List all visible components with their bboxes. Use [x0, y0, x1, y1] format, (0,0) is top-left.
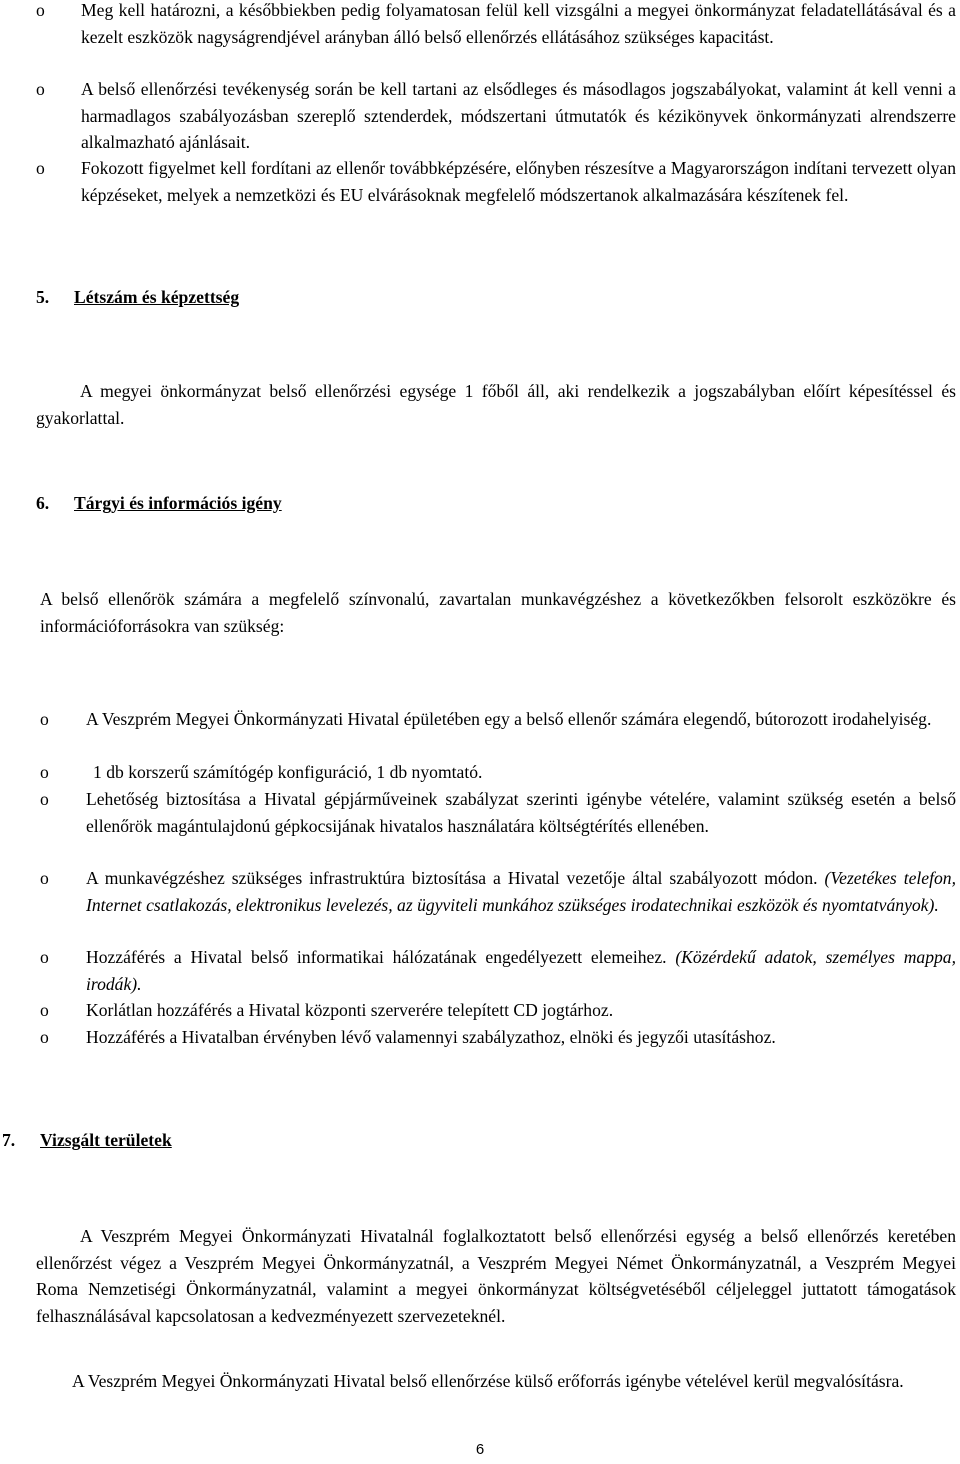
page-number: 6 — [475, 1441, 485, 1458]
bullet-marker: o — [40, 762, 49, 782]
bullet-marker: o — [36, 79, 45, 99]
section-number: 6. — [36, 493, 50, 513]
bullet-marker: o — [40, 709, 49, 729]
section-title: Tárgyi és információs igény — [74, 493, 282, 513]
list-item: o Lehetőség biztosítása a Hivatal gépjárműveinek szabályzat szerinti igénybe vételére, valamint szükség esetén a belső ellenőrök magántulajdonú gépkocsijának hivatalos használatára költségtérítés ellenében. — [6, 786, 956, 865]
bullet-marker: o — [36, 158, 45, 178]
list-item-note: (Közérdekű adatok, személyes mappa, irodák). — [86, 947, 956, 994]
list-item-note: (Vezetékes telefon, Internet csatlakozás, elektronikus levelezés, az ügyviteli munkához szükséges irodatechnikai eszközök és nyomtatványok). — [86, 868, 956, 915]
section-7-paragraph-2: A Veszprém Megyei Önkormányzati Hivatal belső ellenőrzése külső erőforrás igénybe vételével kerül megvalósításra. — [72, 1371, 904, 1391]
section-7-heading — [2, 1127, 172, 1154]
bullet-marker: o — [40, 1027, 49, 1047]
bullet-marker: o — [40, 947, 49, 967]
section-title: Vizsgált területek — [40, 1130, 172, 1150]
list-item: o Meg kell határozni, a későbbiekben pedig folyamatosan felül kell vizsgálni a megyei önkormányzat feladatellátásával és a kezelt eszközök nagyságrendjével arányban álló belső ellenőrzés ellátásához szükséges kapacitást. — [36, 0, 956, 76]
section-6-bullet-list — [6, 706, 956, 1051]
bullet-marker: o — [40, 1000, 49, 1020]
list-item: o A belső ellenőrzési tevékenység során be kell tartani az elsődleges és másodlagos jogszabályokat, valamint át kell venni a harmadlagos szabályozásban szereplő sztenderdek, módszertani útmutatók és kézikönyvek önkormányzati alrendszerre alkalmazható ajánlásait. — [36, 76, 956, 155]
section-7-paragraph-1: A Veszprém Megyei Önkormányzati Hivatalnál foglalkoztatott belső ellenőrzési egység a belső ellenőrzés keretében ellenőrzést végez a Veszprém Megyei Önkormányzatnál, a Veszprém Megyei Német Önkormányzatnál, a Veszprém Megyei Roma Nemzetiségi Önkormányzatnál, valamint a megyei önkormányzat költségvetéséből céljeleggel juttatott támogatások felhasználásával kapcsolatosan a kedvezményezett szervezeteknél. — [36, 1226, 956, 1326]
list-item: o A munkavégzéshez szükséges infrastruktúra biztosítása a Hivatal vezetője által szabályozott módon. (Vezetékes telefon, Internet csatlakozás, elektronikus levelezés, az ügyviteli munkához szükséges irodatechnikai eszközök és nyomtatványok). — [6, 865, 956, 944]
section-6-heading — [36, 490, 282, 517]
section-5-paragraph: A megyei önkormányzat belső ellenőrzési egysége 1 főből áll, aki rendelkezik a jogszabályban előírt képesítéssel és gyakorlattal. — [36, 381, 956, 428]
bullet-marker: o — [36, 0, 45, 20]
bullet-marker: o — [40, 868, 49, 888]
list-item: o 1 db korszerű számítógép konfiguráció, 1 db nyomtató. — [6, 759, 956, 786]
section-number: 5. — [36, 287, 50, 307]
section-5-heading — [36, 284, 239, 311]
section-6-paragraph: A belső ellenőrök számára a megfelelő színvonalú, zavartalan munkavégzéshez a következőkben felsorolt eszközökre és információforrásokra van szükség: — [40, 589, 956, 636]
list-item: o Hozzáférés a Hivatal belső informatikai hálózatának engedélyezett elemeihez. (Közérdekű adatok, személyes mappa, irodák). — [6, 944, 956, 997]
bullet-marker: o — [40, 789, 49, 809]
list-item: o Fokozott figyelmet kell fordítani az ellenőr továbbképzésére, előnyben részesítve a Magyarországon indítani tervezett olyan képzéseket, melyek a nemzetközi és EU elvárásoknak megfelelő módszertanok alkalmazására készítenek fel. — [36, 155, 956, 208]
intro-bullet-list — [36, 0, 956, 208]
list-item: o Hozzáférés a Hivatalban érvényben lévő valamennyi szabályzathoz, elnöki és jegyzői utasításhoz. — [6, 1024, 956, 1051]
section-number: 7. — [2, 1130, 16, 1150]
list-item: o Korlátlan hozzáférés a Hivatal központi szerverére telepített CD jogtárhoz. — [6, 997, 956, 1024]
section-title: Létszám és képzettség — [74, 287, 240, 307]
list-item: o A Veszprém Megyei Önkormányzati Hivatal épületében egy a belső ellenőr számára elegendő, bútorozott irodahelyiség. — [6, 706, 956, 759]
